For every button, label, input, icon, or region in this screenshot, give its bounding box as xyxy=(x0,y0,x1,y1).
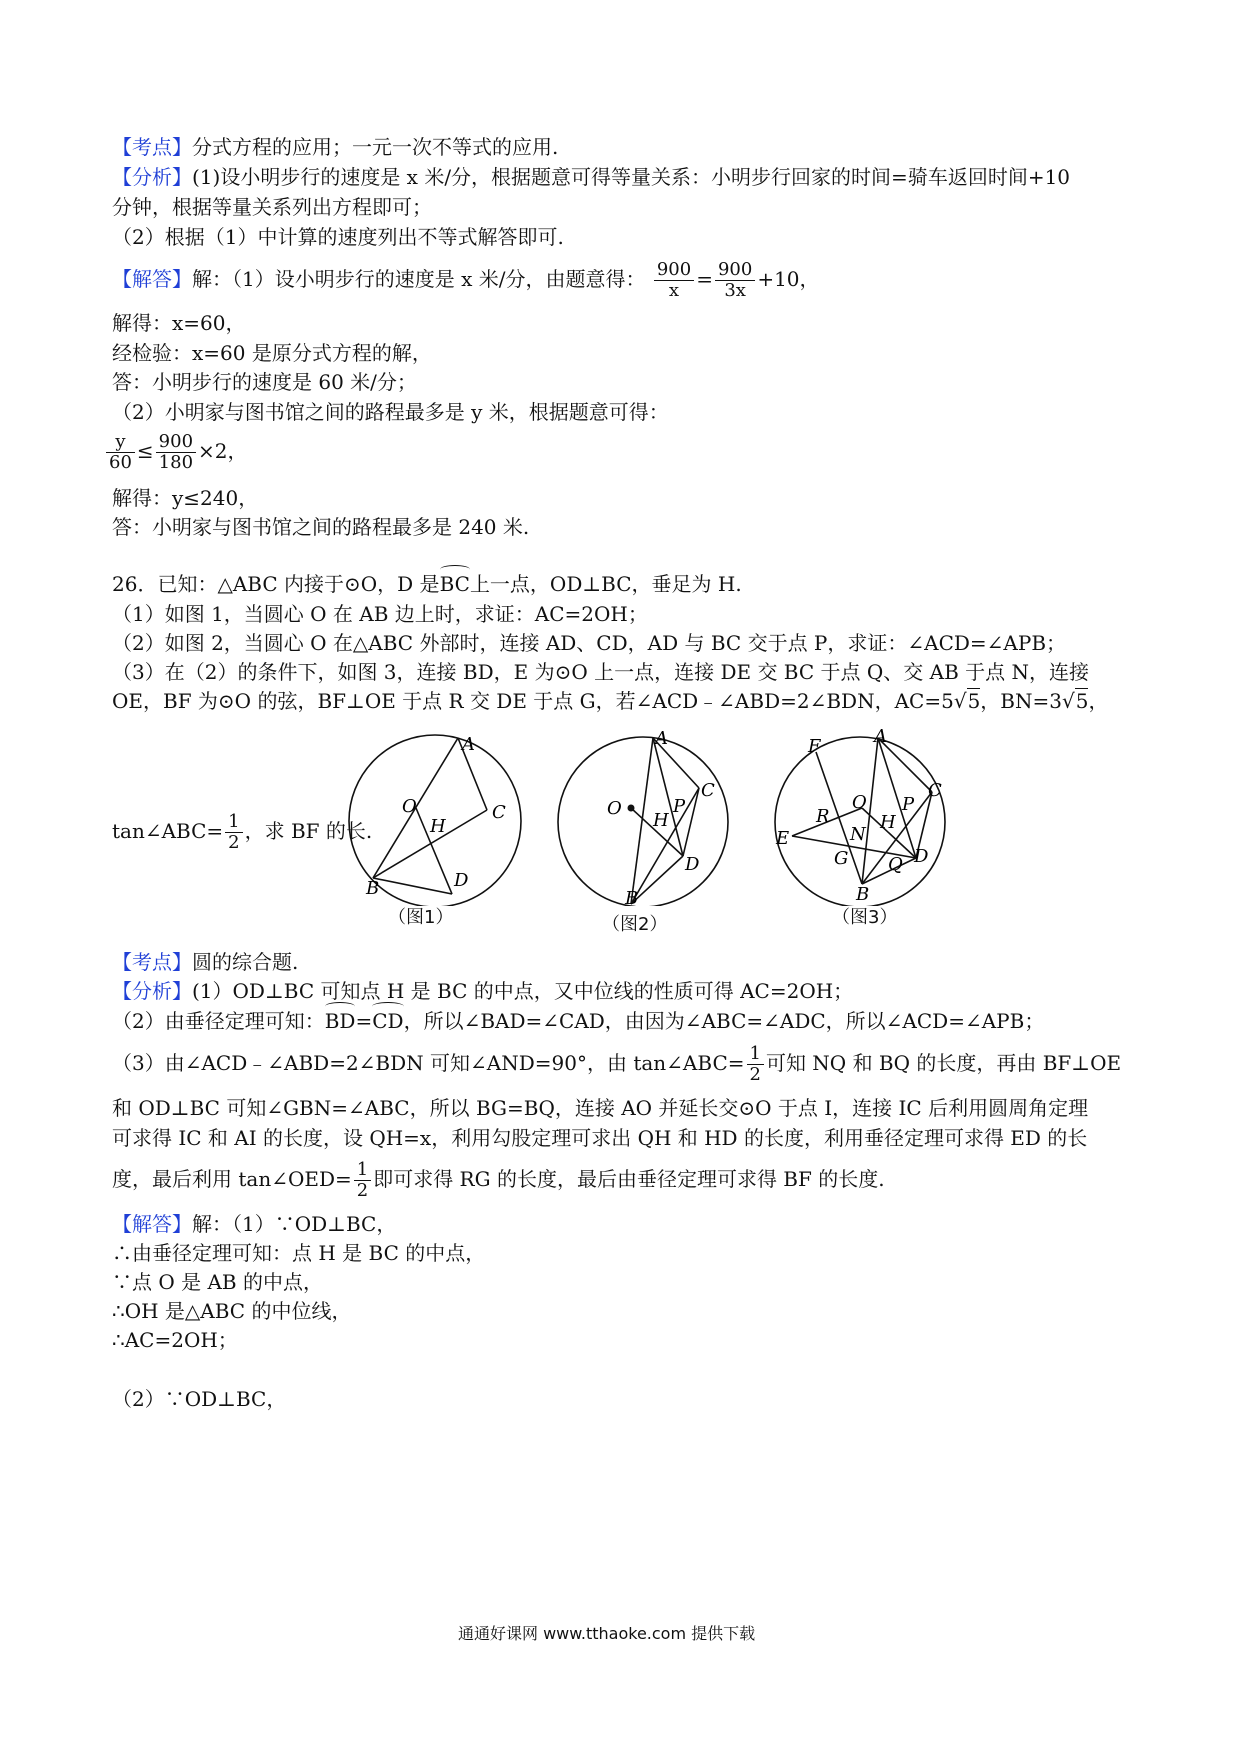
fraction: $\frac{900}{3x}$ xyxy=(715,260,755,301)
q25-jieda-1: 【解答】解：（1）设小明步行的速度是 x 米/分，由题意得： $\frac{900}{x}$ = $\frac{900}{3x}$ +10， xyxy=(112,259,820,301)
q25-step-3: 答：小明步行的速度是 60 米/分； xyxy=(112,370,417,394)
fraction: $\frac{1}{2}$ xyxy=(225,812,242,853)
fraction: $\frac{1}{2}$ xyxy=(354,1160,371,1201)
label-B: B xyxy=(625,888,639,906)
label-Q: Q xyxy=(888,854,903,875)
label-N: N xyxy=(850,824,866,845)
label-P: P xyxy=(902,794,915,815)
label-A: A xyxy=(655,728,668,749)
label-D: D xyxy=(914,846,929,867)
label-A: A xyxy=(874,726,887,747)
q26-part-3-b: OE，BF 为⊙O 的弦，BF⊥OE 于点 R 交 DE 于点 G，若∠ACD﹣∠ABD=2∠BDN，AC=5√5，BN=3√5， xyxy=(112,689,1109,713)
q26-jieda-5: ∴AC=2OH； xyxy=(112,1328,238,1352)
label-H: H xyxy=(653,810,669,831)
q26-fenxi-2: （2）由垂径定理可知：BD=CD，所以∠BAD=∠CAD，由因为∠ABC=∠ADC，所以∠ACD=∠APB； xyxy=(112,1009,1045,1033)
label-A: A xyxy=(462,734,475,755)
q26-jieda-3: ∵点 O 是 AB 的中点， xyxy=(112,1270,323,1294)
figure-3-caption: （图3） xyxy=(832,907,898,928)
label-P: P xyxy=(673,796,686,817)
q26-part-1: （1）如图 1，当圆心 O 在 AB 边上时，求证：AC=2OH； xyxy=(112,602,648,626)
arc-notation: CD xyxy=(372,1009,404,1033)
label-R: R xyxy=(816,806,830,827)
q26-part-3-c: tan∠ABC= $\frac{1}{2}$ ，求 BF 的长. xyxy=(112,811,373,853)
fraction: $\frac{y}{60}$ xyxy=(106,432,135,473)
q25-inequality: $\frac{y}{60}$ ≤ $\frac{900}{180}$ ×2， xyxy=(104,428,248,474)
q25-fenxi-3: （2）根据（1）中计算的速度列出不等式解答即可. xyxy=(112,225,564,249)
label-D: D xyxy=(685,854,700,875)
label-D: D xyxy=(454,870,469,891)
q25-kaodian: 【考点】分式方程的应用；一元一次不等式的应用. xyxy=(112,135,559,159)
q26-part-2: （2）如图 2，当圆心 O 在△ABC 外部时，连接 AD、CD，AD 与 BC 交于点 P，求证：∠ACD=∠APB； xyxy=(112,631,1067,655)
q26-fenxi-4: 和 OD⊥BC 可知∠GBN=∠ABC，所以 BG=BQ，连接 AO 并延长交⊙O 于点 I，连接 IC 后利用圆周角定理 xyxy=(112,1096,1089,1120)
label-C: C xyxy=(701,780,715,801)
q26-fenxi-5: 可求得 IC 和 AI 的长度，设 QH=x，利用勾股定理可求出 QH 和 HD 的长度，利用垂径定理可求得 ED 的长 xyxy=(112,1126,1088,1150)
q25-step-2: 经检验：x=60 是原分式方程的解， xyxy=(112,341,432,365)
figure-1-caption: （图1） xyxy=(388,907,454,928)
label-F: F xyxy=(808,736,821,757)
label-G: G xyxy=(834,848,849,869)
q26-jieda-1: 【解答】解：（1）∵OD⊥BC， xyxy=(112,1212,397,1236)
label-C: C xyxy=(928,780,942,801)
fraction: $\frac{1}{2}$ xyxy=(747,1044,764,1085)
figure-1 xyxy=(340,726,530,906)
label-O: O xyxy=(852,792,867,813)
label-O: O xyxy=(402,796,417,817)
figure-2-caption: （图2） xyxy=(602,914,668,935)
q26-jieda-4: ∴OH 是△ABC 的中位线， xyxy=(112,1299,352,1323)
page-footer: 通通好课网 www.tthaoke.com 提供下载 xyxy=(458,1624,756,1643)
label-O: O xyxy=(607,798,622,819)
q26-kaodian: 【考点】圆的综合题. xyxy=(112,950,299,974)
figure-3 xyxy=(770,726,950,906)
label-B: B xyxy=(856,884,870,905)
q26-jieda-2: ∴由垂径定理可知：点 H 是 BC 的中点， xyxy=(112,1241,486,1265)
q25-step-1: 解得：x=60， xyxy=(112,311,246,335)
arc-notation: BC xyxy=(439,572,470,596)
arc-notation: BD xyxy=(324,1009,356,1033)
label-E: E xyxy=(776,828,790,849)
q25-step-4: （2）小明家与图书馆之间的路程最多是 y 米，根据题意可得： xyxy=(112,400,669,424)
q26-fenxi-3: （3）由∠ACD﹣∠ABD=2∠BDN 可知∠AND=90°，由 tan∠ABC= $\frac{1}{2}$ 可知 NQ 和 BQ 的长度，再由 BF⊥OE xyxy=(112,1043,1122,1085)
label-B: B xyxy=(366,878,380,899)
q25-fenxi-2: 分钟，根据等量关系列出方程即可； xyxy=(112,195,432,219)
q25-step-6: 答：小明家与图书馆之间的路程最多是 240 米. xyxy=(112,515,530,539)
q26-jieda-6: （2）∵OD⊥BC， xyxy=(112,1387,287,1411)
q26-part-3-a: （3）在（2）的条件下，如图 3，连接 BD，E 为⊙O 上一点，连接 DE 交 BC 于点 Q、交 AB 于点 N，连接 xyxy=(112,660,1089,684)
fraction: $\frac{900}{x}$ xyxy=(654,260,694,301)
label-C: C xyxy=(492,802,506,823)
label-H: H xyxy=(430,816,446,837)
q25-step-5: 解得：y≤240， xyxy=(112,486,259,510)
q26-fenxi-1: 【分析】(1）OD⊥BC 可知点 H 是 BC 的中点，又中位线的性质可得 AC=2OH； xyxy=(112,979,854,1003)
fraction: $\frac{900}{180}$ xyxy=(156,432,196,473)
q25-fenxi-1: 【分析】(1)设小明步行的速度是 x 米/分，根据题意可得等量关系：小明步行回家的时间=骑车返回时间+10 xyxy=(112,165,1071,189)
q26-stem: 26．已知：△ABC 内接于⊙O，D 是BC上一点，OD⊥BC，垂足为 H. xyxy=(112,572,742,596)
q26-fenxi-6: 度，最后利用 tan∠OED= $\frac{1}{2}$ 即可求得 RG 的长度，最后由垂径定理可求得 BF 的长度. xyxy=(112,1159,885,1201)
label-H: H xyxy=(880,812,896,833)
figure-2 xyxy=(555,726,730,906)
